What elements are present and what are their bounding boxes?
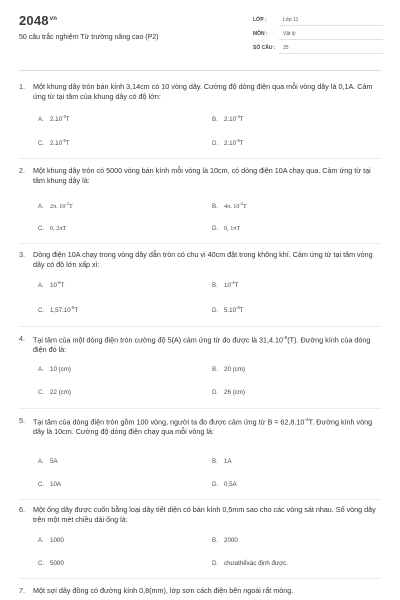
page-title: 50 câu trắc nghiệm Từ trường nâng cao (P2) xyxy=(19,34,159,41)
subject-underline xyxy=(279,39,383,40)
question-number: 1. xyxy=(19,82,25,91)
subject-value: Vật lý xyxy=(283,31,296,37)
count-underline xyxy=(279,53,383,54)
option-c[interactable]: C. 22 (cm) xyxy=(38,389,71,396)
option-d[interactable]: D. $5.10^{-5}T$ xyxy=(212,305,244,315)
question-text: Một khung dây tròn bán kính 3,14cm có 10 vòng dây. Cường độ dòng điện qua mỗi vòng dây là 0,1A. Cảm ứng từ tại tâm của khung dây có độ lớn: xyxy=(33,82,373,101)
question-text: Tại tâm của dòng điện tròn gồm 100 vòng, người ta đo được cảm ứng từ $B = 62,8.10^{-4}T$. Đường kính vòng dây là 10cm. Cường độ dòng điện chạy qua mỗi vòng là: xyxy=(33,417,373,436)
option-a[interactable]: A. $10^{-5}T$ xyxy=(38,280,65,290)
option-c[interactable]: C. 10A xyxy=(38,481,62,488)
option-c[interactable]: C. 5000 xyxy=(38,560,64,567)
option-c[interactable]: C. $1,57.10^{-5}T$ xyxy=(38,305,79,315)
logo-text: 2048 xyxy=(19,13,49,28)
option-a[interactable]: A. 5A xyxy=(38,458,58,465)
option-d[interactable]: D. 0, 1πT xyxy=(212,225,241,232)
option-a[interactable]: A. $2.10^{-3}T$ xyxy=(38,114,70,124)
option-b[interactable]: B. 2000 xyxy=(212,537,238,544)
option-d[interactable]: D. chưathểxác định được. xyxy=(212,560,288,567)
option-a[interactable]: A. 1000 xyxy=(38,537,64,544)
class-label: LỚP : xyxy=(253,17,267,23)
count-value: 25 xyxy=(283,45,289,51)
option-d[interactable]: D. $2.10^{-6}T$ xyxy=(212,138,244,148)
question-number: 2. xyxy=(19,166,25,175)
option-b[interactable]: B. 1A xyxy=(212,458,232,465)
question-number: 5. xyxy=(19,416,25,425)
class-value: Lớp 11 xyxy=(283,17,299,23)
option-c[interactable]: C. 0, 2πT xyxy=(38,225,67,232)
count-label: SỐ CÂU : xyxy=(253,45,276,51)
option-b[interactable]: B. $10^{-4}T$ xyxy=(212,280,239,290)
question-number: 6. xyxy=(19,505,25,514)
page-header xyxy=(0,0,400,78)
subject-label: MÔN : xyxy=(253,31,268,37)
option-a[interactable]: A. 2π. $10^{-2}T$ xyxy=(38,201,73,211)
question-divider xyxy=(19,326,381,327)
question-divider xyxy=(19,408,381,409)
header-divider xyxy=(19,70,381,71)
option-c[interactable]: C. $2.10^{-5}T$ xyxy=(38,138,70,148)
question-number: 3. xyxy=(19,250,25,259)
question-text: Dòng điện 10A chạy trong vòng dây dẫn tròn có chu vi 40cm đặt trong không khí. Cảm ứng từ tại tâm vòng dây có độ lớn xấp xỉ: xyxy=(33,250,373,269)
question-divider xyxy=(19,499,381,500)
logo-suffix: vn xyxy=(49,15,58,22)
site-logo[interactable] xyxy=(19,13,57,28)
class-underline xyxy=(279,25,383,26)
question-divider xyxy=(19,578,381,579)
option-b[interactable]: B. 4π. $10^{-2}T$ xyxy=(212,201,247,211)
option-b[interactable]: B. 20 (cm) xyxy=(212,366,245,373)
question-divider xyxy=(19,243,381,244)
question-text: Một khung dây tròn có 5000 vòng bán kính mỗi vòng là 10cm, có dòng điện 10A chạy qua. Cảm ứng từ tại tâm khung dây là: xyxy=(33,166,371,185)
question-text: Tại tâm của một dòng điện tròn cường độ 5(A) cảm ứng từ đo được là $31,4.10^{-6}(T)$. Đường kính của dòng điện đó là: xyxy=(33,335,371,354)
question-divider xyxy=(19,158,381,159)
option-a[interactable]: A. 10 (cm) xyxy=(38,366,71,373)
question-text: Một ống dây được cuốn bằng loại dây tiết diện có bán kính 0,5mm sao cho các vòng sát nhau. Số vòng dây trên một mét chiều dài ống là: xyxy=(33,505,376,524)
question-text: Một sợi dây đồng có đường kính 0,8(mm), lớp sơn cách điện bên ngoài rất mỏng. xyxy=(33,586,294,595)
option-b[interactable]: B. $2.10^{-4}T$ xyxy=(212,114,244,124)
option-d[interactable]: D. 26 (cm) xyxy=(212,389,245,396)
question-number: 7. xyxy=(19,586,25,595)
option-d[interactable]: D. 0,5A xyxy=(212,481,237,488)
question-number: 4. xyxy=(19,334,25,343)
